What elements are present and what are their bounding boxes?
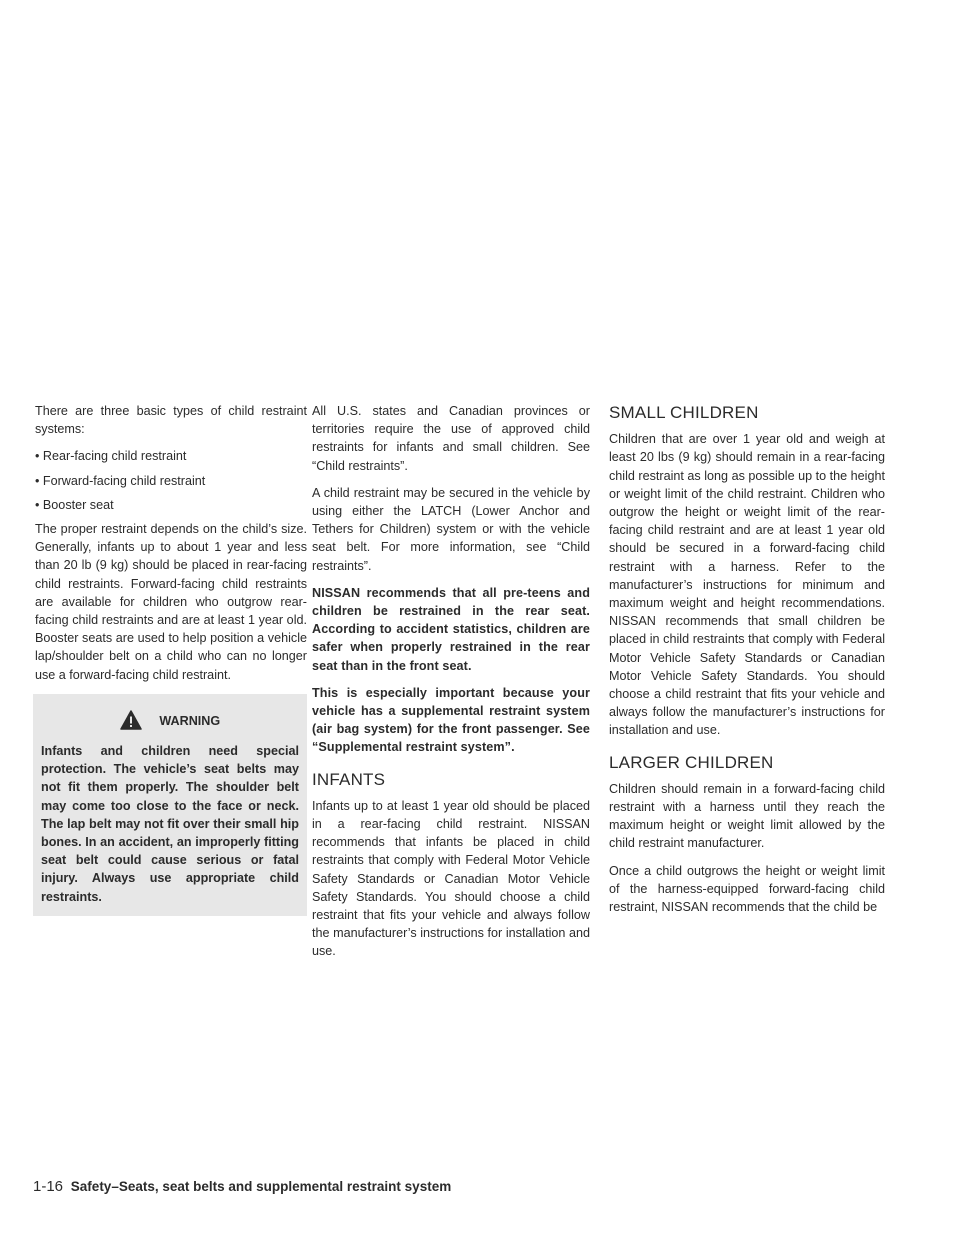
warning-header [41,710,299,730]
page-number: 1-16 [33,1178,64,1195]
small-children-heading: SMALL CHILDREN [609,403,759,422]
bullet-rear-facing: • Rear-facing child restraint [35,449,187,464]
chapter-title: Safety–Seats, seat belts and supplemental restraint system [70,1179,452,1194]
bullet-forward-facing: • Forward-facing child restraint [35,473,206,488]
infants-heading: INFANTS [312,769,386,789]
larger-children-paragraph-2: Once a child outgrows the height or weight limit of the harness-equipped forward-facing child restraint, NISSAN recommends that the child be [609,863,885,915]
airbag-note: This is especially important because your vehicle has a supplemental restraint system (air bag system) for the front passenger. See “Supplemental restraint system”. [312,685,590,755]
approved-restraints-paragraph: All U.S. states and Canadian provinces or territories require the use of approved child restraints for infants and small children. See “Child restraints”. [312,404,590,473]
intro-paragraph: There are three basic types of child restraint systems: [35,404,307,437]
right-column [609,404,885,925]
page-footer [33,1178,451,1195]
left-column [35,402,307,916]
warning-box [33,694,307,916]
larger-children-paragraph-1: Children should remain in a forward-facing child restraint with a harness until they reach the maximum height or weight limit allowed by the child restraint manufacturer. [609,781,885,851]
warning-title: WARNING [159,713,221,728]
warning-triangle-icon [120,710,142,730]
warning-text: Infants and children need special protection. The vehicle’s seat belts may not fit them properly. The shoulder belt may come too close to the face or neck. The lap belt may not fit over their small hip bones. In an accident, an improperly fitting seat belt could cause serious or fatal injury. Always use appropriate child restraints. [41,744,299,904]
larger-children-heading: LARGER CHILDREN [609,752,774,772]
middle-column [312,402,590,970]
restraint-size-paragraph: The proper restraint depends on the child’s size. Generally, infants up to about 1 year and less than 20 lb (9 kg) should be placed in rear-facing child restraints. Forward-facing child restraints are available for children who outgrow rear-facing child restraints and are at least 1 year old. Booster seats are used to help position a vehicle lap/shoulder belt on a child who can no longer use a forward-facing child restraint. [35,522,307,682]
latch-paragraph: A child restraint may be secured in the vehicle by using either the LATCH (Lower Anchor and Tethers for Children) system or with the vehicle seat belt. For more information, see “Child restraints”. [312,485,590,573]
rear-seat-recommendation: NISSAN recommends that all pre-teens and children be restrained in the rear seat. According to accident statistics, children are safer when properly restrained in the rear seat than in the front seat. [312,585,590,673]
infants-paragraph: Infants up to at least 1 year old should be placed in a rear-facing child restraint. NISSAN recommends that infants be placed in child restraints that comply with Federal Motor Vehicle Safety Standards or Canadian Motor Vehicle Safety Standards. You should choose a child restraint that fits your vehicle and always follow the manufacturer’s instructions for installation and use. [312,798,590,959]
small-children-paragraph: Children that are over 1 year old and weigh at least 20 lbs (9 kg) should remain in a rear-facing child restraint as long as possible up to the height or weight limit of the child restraint. Children who outgrow the height or weight limit of the rear-facing child restraint and are at least 1 year old should be secured in a forward-facing child restraint with a harness. Refer to the manufacturer’s instructions for minimum and maximum weight and height recommendations. NISSAN recommends that small children be placed in child restraints that comply with Federal Motor Vehicle Safety Standards or Canadian Motor Vehicle Safety Standards. You should choose a child restraint that fits your vehicle and always follow the manufacturer’s instructions for installation and use. [609,432,885,738]
bullet-booster-seat: • Booster seat [35,497,114,512]
